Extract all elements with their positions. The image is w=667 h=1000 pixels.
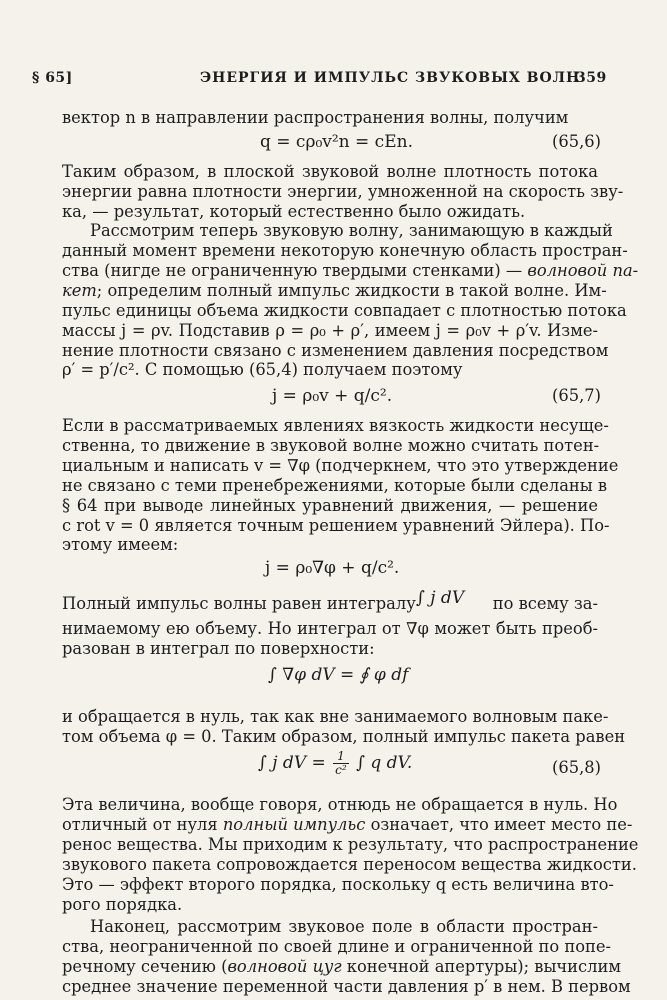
inline-integral: ∫ j dV [416, 588, 465, 608]
text-line: ства (нигде не ограниченную твердыми стенками) — волновой па- [62, 261, 639, 280]
text-line: Полный импульс волны равен интегралу [62, 594, 416, 613]
text-line: Наконец, рассмотрим звуковое поле в области простран- [90, 917, 598, 936]
text-line: Рассмотрим теперь звуковую волну, занимающую в каждый [90, 221, 613, 240]
text-line: разован в интеграл по поверхности: [62, 639, 375, 658]
equation-number: (65,6) [552, 132, 601, 151]
text-line: ρ′ = p′/c². С помощью (65,4) получаем поэтому [62, 360, 463, 379]
text-line: рого порядка. [62, 895, 183, 914]
term-wave-packet-end: кет [62, 281, 97, 300]
running-title: ЭНЕРГИЯ И ИМПУЛЬС ЗВУКОВЫХ ВОЛН [200, 70, 581, 86]
text-line: ка, — результат, который естественно было ожидать. [62, 202, 526, 221]
text-line: том объема φ = 0. Таким образом, полный импульс пакета равен [62, 727, 626, 746]
text-line: энергии равна плотности энергии, умноженной на скорость зву- [62, 182, 624, 201]
text-line: звукового пакета сопровождается переносом вещества жидкости. [62, 855, 637, 874]
text-line: речному сечению (волновой цуг конечной апертуры); вычислим [62, 957, 622, 976]
equation-surface-integral: ∫ ∇φ dV = ∮ φ df [268, 665, 409, 685]
text-line: нимаемому ею объему. Но интеграл от ∇φ может быть преоб- [62, 619, 598, 638]
term-wave-train: волновой цуг [227, 957, 342, 976]
text-line: вектор n в направлении распространения волны, получим [62, 108, 569, 127]
text-line: данный момент времени некоторую конечную область простран- [62, 241, 628, 260]
term-wave-packet: волновой па- [527, 261, 639, 280]
text-line: среднее значение переменной части давления p′ в нем. В первом [62, 977, 631, 996]
text-line: отличный от нуля полный импульс означает, что имеет место пе- [62, 815, 633, 834]
text-line: § 64 при выводе линейных уравнений движения, — решение [62, 496, 598, 515]
text-line: Таким образом, в плоской звуковой волне плотность потока [62, 162, 598, 181]
text-line: не связано с теми пренебрежениями, которые были сделаны в [62, 476, 608, 495]
text-line: массы j = ρv. Подставив ρ = ρ₀ + ρ′, имеем j = ρ₀v + ρ′v. Изме- [62, 321, 598, 340]
text-line: по всему за- [492, 594, 598, 613]
text-line: ственна, то движение в звуковой волне можно считать потен- [62, 436, 600, 455]
text-line: нение плотности связано с изменением давления посредством [62, 341, 609, 360]
equation-potential: j = ρ₀∇φ + q/c². [265, 558, 400, 578]
text-line: Если в рассматриваемых явлениях вязкость жидкости несуще- [62, 416, 609, 435]
equation-65-8: ∫ j dV = $\frac{1}{\text{c²}}$ ∫ q dV. [258, 749, 413, 777]
text-line: Это — эффект второго порядка, поскольку q есть величина вто- [62, 875, 614, 894]
text-line: ства, неограниченной по своей длине и ограниченной по попе- [62, 937, 611, 956]
text-line: пульс единицы объема жидкости совпадает с плотностью потока [62, 301, 627, 320]
text-line: с rot v = 0 является точным решением уравнений Эйлера). По- [62, 516, 610, 535]
text-line: и обращается в нуль, так как вне занимаемого волновым паке- [62, 707, 609, 726]
equation-65-6: q = cρ₀v²n = cEn. [260, 132, 413, 152]
equation-number: (65,8) [552, 758, 601, 777]
term-total-momentum: полный импульс [222, 815, 366, 834]
text-line: этому имеем: [62, 535, 179, 554]
equation-number: (65,7) [552, 386, 601, 405]
section-ref: § 65] [32, 70, 73, 86]
text-line: Эта величина, вообще говоря, отнюдь не обращается в нуль. Но [62, 795, 618, 814]
page-number: 359 [576, 70, 607, 86]
text-line: циальным и написать v = ∇φ (подчеркнем, что это утверждение [62, 456, 619, 475]
text-line: кет; определим полный импульс жидкости в такой волне. Им- [62, 281, 607, 300]
equation-65-7: j = ρ₀v + q/c². [272, 386, 393, 406]
text-line: ренос вещества. Мы приходим к результату, что распространение [62, 835, 639, 854]
